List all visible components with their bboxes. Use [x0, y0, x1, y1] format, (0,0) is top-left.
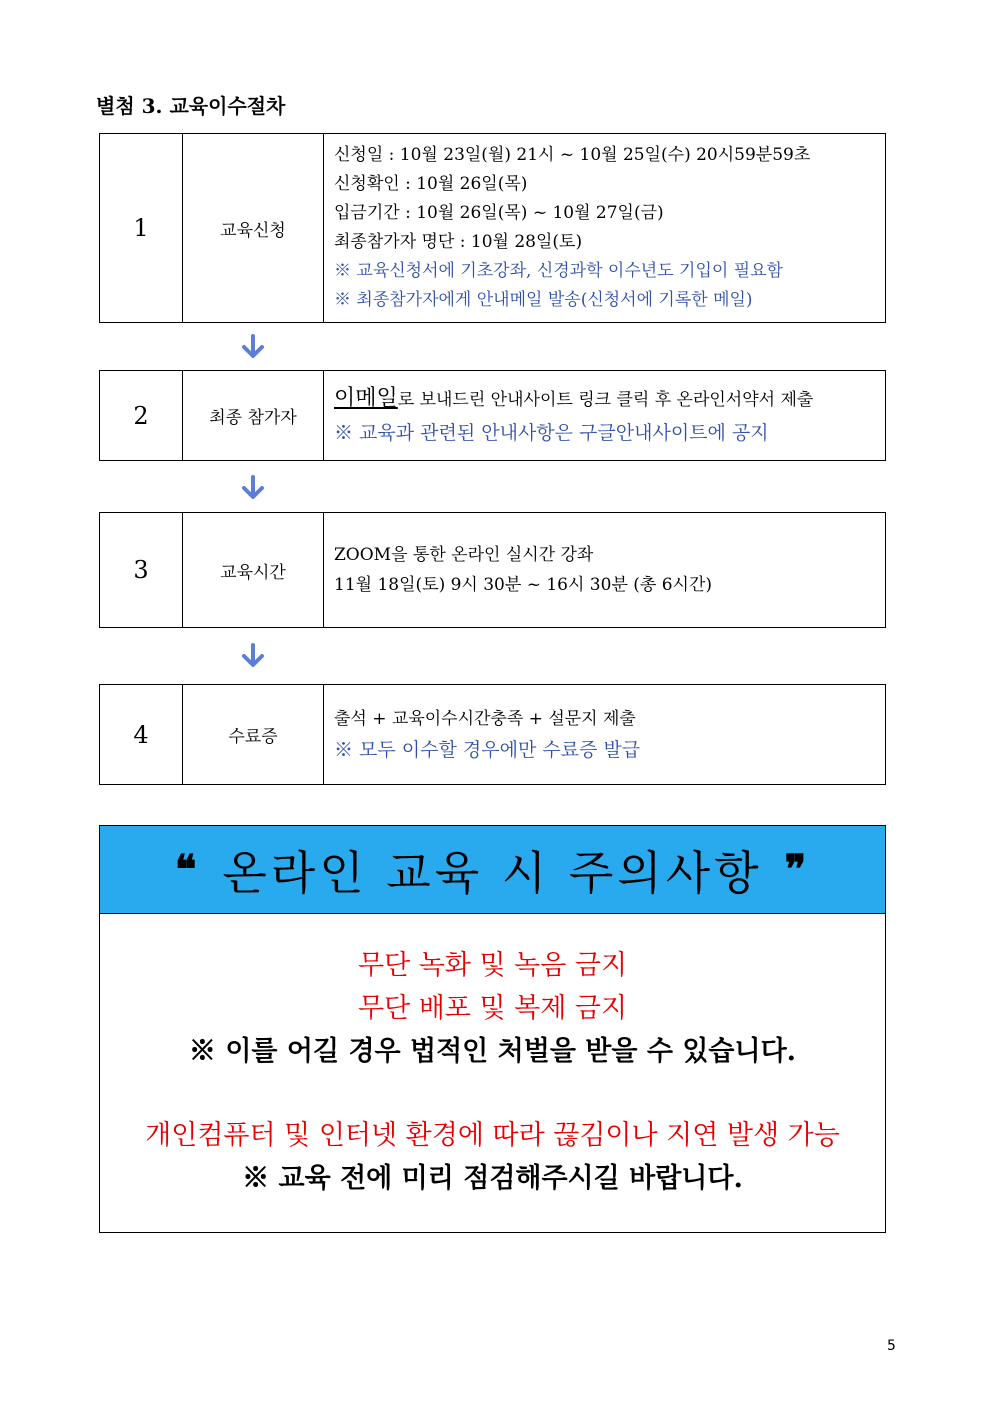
step-label: 교육신청 — [183, 134, 324, 322]
arrow-down-icon — [240, 334, 266, 360]
notice-warning: 개인컴퓨터 및 인터넷 환경에 따라 끊김이나 지연 발생 가능 — [145, 1120, 840, 1151]
step-content — [324, 513, 885, 627]
step-line-rest: 로 보내드린 안내사이트 링크 클릭 후 온라인서약서 제출 — [397, 389, 814, 410]
step-line: 최종참가자 명단 : 10월 28일(토) — [334, 232, 583, 252]
step-note: ※ 교육과 관련된 안내사항은 구글안내사이트에 공지 — [334, 421, 769, 444]
step-line: ZOOM을 통한 온라인 실시간 강좌 — [334, 545, 594, 565]
notice-penalty: ※ 이를 어길 경우 법적인 처벌을 받을 수 있습니다. — [188, 1036, 797, 1067]
notice-check: ※ 교육 전에 미리 점검해주시길 바랍니다. — [242, 1163, 743, 1194]
step-note: ※ 모두 이수할 경우에만 수료증 발급 — [334, 738, 641, 761]
notice-header — [100, 826, 885, 914]
notice-warning: 무단 녹화 및 녹음 금지 — [357, 950, 628, 981]
notice-body — [100, 914, 885, 1200]
step-content — [324, 134, 885, 322]
close-quote-icon: ❞ — [784, 846, 811, 893]
step-number: 1 — [100, 134, 183, 322]
notice-warning: 무단 배포 및 복제 금지 — [357, 993, 628, 1024]
notice-heading: 온라인 교육 시 주의사항 — [222, 845, 763, 900]
step-line: 신청일 : 10월 23일(월) 21시 ~ 10월 25일(수) 20시59분59초 — [334, 145, 811, 165]
open-quote-icon: ❝ — [174, 846, 201, 893]
step-content — [324, 685, 885, 784]
step-2 — [99, 370, 886, 461]
email-link[interactable]: 이메일 — [334, 385, 398, 411]
step-line: 신청확인 : 10월 26일(목) — [334, 174, 528, 194]
notice-spacer — [100, 1073, 885, 1114]
step-4 — [99, 684, 886, 785]
step-label: 최종 참가자 — [183, 371, 324, 460]
step-note: ※ 최종참가자에게 안내메일 발송(신청서에 기록한 메일) — [334, 290, 753, 310]
step-note: ※ 교육신청서에 기초강좌, 신경과학 이수년도 기입이 필요함 — [334, 261, 783, 281]
step-3 — [99, 512, 886, 628]
step-line — [334, 382, 875, 417]
step-line: 11월 18일(토) 9시 30분 ~ 16시 30분 (총 6시간) — [334, 575, 713, 595]
step-number: 4 — [100, 685, 183, 784]
step-1 — [99, 133, 886, 323]
arrow-down-icon — [240, 475, 266, 501]
page-number: 5 — [887, 1338, 896, 1354]
step-line: 출석 + 교육이수시간충족 + 설문지 제출 — [334, 708, 636, 729]
step-label: 수료증 — [183, 685, 324, 784]
arrow-down-icon — [240, 643, 266, 669]
document-title: 별첨 3. 교육이수절차 — [96, 94, 286, 118]
step-label: 교육시간 — [183, 513, 324, 627]
notice-box — [99, 825, 886, 1233]
step-number: 3 — [100, 513, 183, 627]
step-content — [324, 371, 885, 460]
step-line: 입금기간 : 10월 26일(목) ~ 10월 27일(금) — [334, 203, 664, 223]
step-number: 2 — [100, 371, 183, 460]
